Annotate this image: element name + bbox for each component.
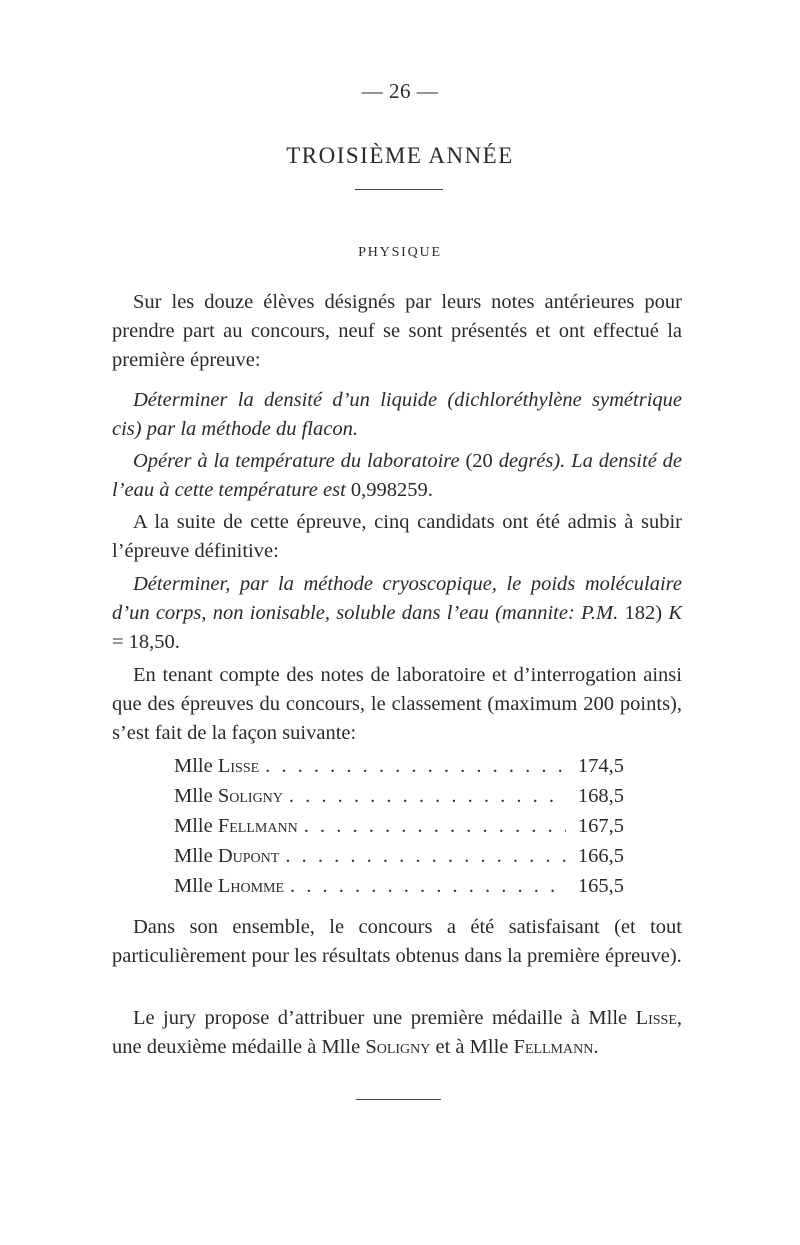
result-title: Mlle — [174, 785, 213, 807]
jury-name-fellmann: Fellmann — [513, 1036, 594, 1058]
result-candidate — [174, 785, 283, 808]
divider-top — [355, 189, 443, 190]
leader-dots — [304, 815, 566, 838]
conditions-temperature-value: (20 — [465, 450, 493, 472]
paragraph-assessment-text: Dans son ensemble, le concours a été satisfaisant (et tout particulièrement pour les résultats obtenus dans la première épreuve). — [112, 916, 682, 967]
divider-bottom — [356, 1099, 441, 1100]
result-surname: Lisse — [217, 755, 260, 777]
list-item — [174, 785, 624, 815]
paragraph-final-task-text — [112, 570, 682, 657]
result-score: 166,5 — [577, 845, 624, 867]
result-score: 168,5 — [577, 785, 624, 807]
paragraph-admission-text: A la suite de cette épreuve, cinq candidats ont été admis à subir l’épreuve définitive: — [112, 511, 682, 562]
list-item — [174, 845, 624, 875]
result-score: 165,5 — [577, 875, 624, 897]
leader-dots — [265, 755, 566, 778]
jury-name-lisse: Lisse — [635, 1007, 677, 1029]
jury-part-e: et à Mlle — [435, 1036, 509, 1058]
result-title: Mlle — [174, 875, 213, 897]
result-title: Mlle — [174, 815, 213, 837]
paragraph-ranking-intro-text: En tenant compte des notes de laboratoire et d’interrogation ainsi que des épreuves du concours, le classement (maximum 200 points), s’est fait de la façon suivante: — [112, 664, 682, 744]
jury-part-g: . — [593, 1036, 599, 1058]
paragraph-intro-text: Sur les douze élèves désignés par leurs notes antérieures pour prendre part au concours, neuf se sont présentés et ont effectué la première épreuve: — [112, 291, 682, 371]
result-candidate — [174, 845, 279, 868]
paragraph-final-task — [112, 570, 682, 657]
paragraph-ranking-intro — [112, 661, 682, 748]
list-item — [174, 875, 624, 905]
result-surname: Soligny — [217, 785, 283, 807]
page-number: — 26 — — [361, 79, 439, 103]
paragraph-conditions — [112, 447, 682, 505]
section-title: PHYSIQUE — [358, 245, 442, 260]
result-title: Mlle — [174, 755, 213, 777]
result-candidate — [174, 755, 259, 778]
paragraph-conditions-text — [112, 447, 682, 505]
jury-name-soligny: Soligny — [365, 1036, 431, 1058]
paragraph-intro — [112, 288, 682, 375]
list-item — [174, 815, 624, 845]
result-surname: Dupont — [217, 845, 280, 867]
final-task-k-symbol: K — [668, 602, 683, 624]
leader-dots — [289, 785, 566, 808]
conditions-part-a: Opérer à la température du laboratoire — [133, 450, 460, 472]
final-task-k-value: = 18,50. — [112, 631, 180, 653]
final-task-molar-mass: 182) — [624, 602, 663, 624]
results-list — [174, 755, 624, 905]
list-item — [174, 755, 624, 785]
jury-part-c: , une deuxième médaille à Mlle — [112, 1007, 682, 1058]
result-score: 174,5 — [577, 755, 624, 777]
result-candidate — [174, 875, 284, 898]
paragraph-assessment — [112, 913, 682, 971]
paragraph-jury-proposal-text — [112, 1004, 682, 1062]
result-surname: Lhomme — [217, 875, 285, 897]
result-surname: Fellmann — [217, 815, 298, 837]
paragraph-jury-proposal — [112, 1004, 682, 1062]
paragraph-first-task — [112, 386, 682, 444]
leader-dots — [290, 875, 566, 898]
conditions-part-d: La densité de l’eau à cette température est — [112, 450, 683, 501]
paragraph-first-task-text: Déterminer la densité d’un liquide (dichloréthylène symétrique cis) par la méthode du flacon. — [112, 389, 682, 440]
chapter-title: TROISIÈME ANNÉE — [286, 143, 514, 168]
paragraph-admission — [112, 508, 682, 566]
conditions-density-value: 0,998259. — [350, 479, 433, 501]
conditions-part-c: degrés). — [498, 450, 566, 472]
result-title: Mlle — [174, 845, 213, 867]
final-task-part-a: Déterminer, par la méthode cryoscopique, le poids moléculaire d’un corps, non ionisable, soluble dans l’eau (mannite: P.M. — [112, 573, 682, 624]
jury-part-a: Le jury propose d’attribuer une première médaille à Mlle — [133, 1007, 628, 1029]
result-score: 167,5 — [577, 815, 624, 837]
leader-dots — [285, 845, 566, 868]
result-candidate — [174, 815, 298, 838]
